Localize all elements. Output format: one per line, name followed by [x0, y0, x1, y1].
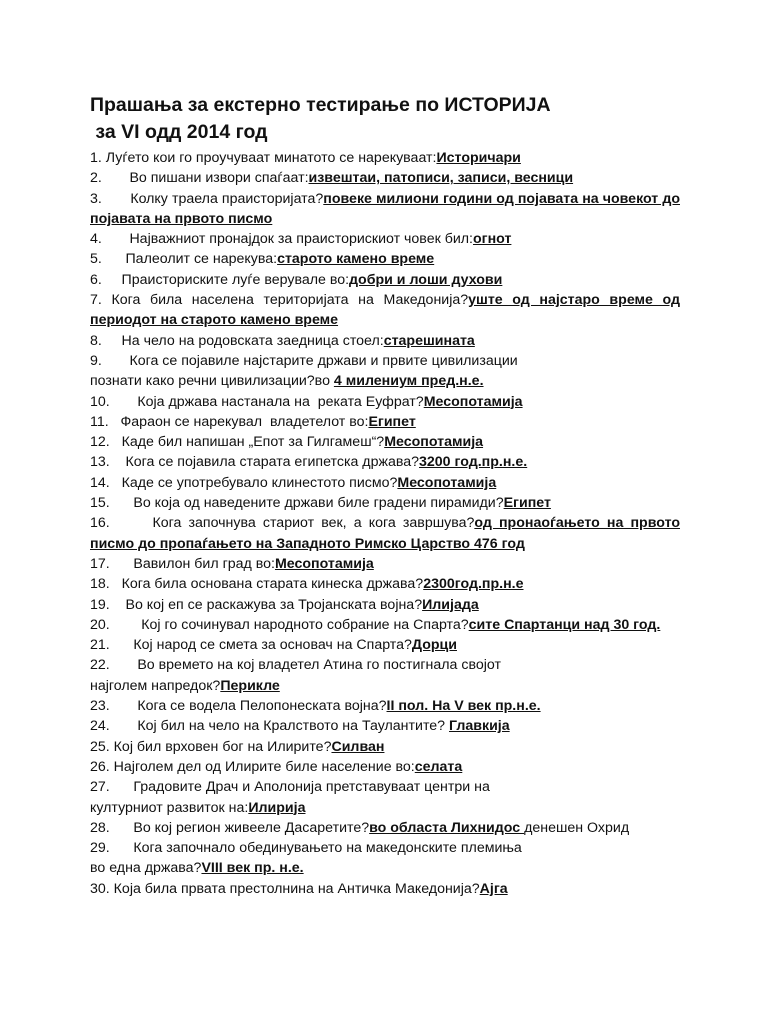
answer: Дорци — [411, 637, 457, 654]
question-item-16: 16. Кога започнува стариот век, а кога завршува?од пронаоѓањето на првото писмо до пропаѓањето на Западното Римско Царство 476 год — [90, 515, 680, 552]
question-item-18: 18. Кога била основана старата кинеска држава?2300год.пр.н.е — [90, 576, 524, 593]
answer: во областа Лихнидос — [369, 819, 525, 836]
question-item-3: 3. Колку траела праисторијата?повеке милиони години од појавата на човекот до појавата на првото писмо — [90, 190, 680, 227]
answer: старешината — [383, 332, 475, 349]
question-item-7: 7. Кога била населена територијата на Македонија?уште од најстаро време од периодот на старото камено време — [90, 292, 680, 329]
answer: огнот — [473, 231, 512, 248]
answer: од пронаоѓањето на првото писмо до пропаѓањето на Западното Римско Царство 476 год — [90, 515, 680, 552]
document-page — [90, 92, 680, 899]
question-list — [90, 148, 680, 899]
question-item-28: 28. Во кој регион живееле Дасаретите?во областа Лихнидос денешен Охрид — [90, 819, 630, 836]
answer: повеке милиони години од појавата на човекот до појавата на првото писмо — [90, 190, 680, 227]
question-item-30: 30. Која била првата престолнина на Античка Македонија?Ајга — [90, 880, 508, 897]
answer: Египет — [368, 413, 416, 430]
question-item-15: 15. Во која од наведените држави биле градени пирамиди?Египет — [90, 495, 551, 512]
page-title-line-1: Прашања за екстерно тестирање по ИСТОРИЈА — [90, 94, 551, 116]
answer: Ајга — [479, 880, 508, 897]
answer: Месопотамија — [397, 474, 497, 491]
question-item-25: 25. Кој бил врховен бог на Илирите?Силван — [90, 738, 385, 755]
answer: старото камено време — [277, 251, 435, 268]
question-item-9: 9. Кога се појавиле најстарите држави и првите цивилизации познати како речни цивилизации?во 4 милениум пред.н.е. — [90, 352, 518, 390]
answer: Историчари — [436, 150, 521, 166]
question-item-27: 27. Градовите Драч и Аполонија претставуваат центри на културниот развиток на:Илирија — [90, 779, 490, 816]
question-item-8: 8. На чело на родовската заедница стоел:старешината — [90, 332, 475, 349]
question-item-11: 11. Фараон се нарекувал владетелот во:Египет — [90, 413, 416, 430]
question-item-26: 26. Најголем дел од Илирите биле население во:селата — [90, 758, 463, 775]
question-item-12: 12. Каде бил напишан „Епот за Гилгамеш“?Месопотамија — [90, 434, 484, 451]
question-item-14: 14. Каде се употребувало клинестото писмо?Месопотамија — [90, 474, 497, 491]
answer: Илирија — [248, 799, 306, 816]
question-item-21: 21. Кој народ се смета за основач на Спарта?Дорци — [90, 637, 457, 654]
answer: Египет — [503, 495, 551, 512]
answer: извештаи, патописи, записи, весници — [308, 170, 574, 187]
answer: уште од најстаро време од периодот на старото камено време — [90, 292, 680, 329]
question-item-2: 2. Во пишани извори спаѓаат:извештаи, патописи, записи, весници — [90, 170, 574, 187]
answer: сите Спартанци над 30 год. — [468, 616, 661, 633]
answer: Силван — [331, 738, 385, 755]
answer: Месопотамија — [384, 434, 484, 451]
question-item-10: 10. Која држава настанала на реката Еуфрат?Месопотамија — [90, 393, 523, 410]
answer: 3200 год.пр.н.е. — [419, 454, 528, 471]
question-item-23: 23. Кога се водела Пелопонеската војна?II пол. На V век пр.н.е. — [90, 698, 541, 715]
answer: добри и лоши духови — [349, 271, 503, 288]
question-item-17: 17. Вавилон бил град во:Месопотамија — [90, 555, 374, 572]
page-title-line-2: за VI одд 2014 год — [90, 121, 268, 143]
question-item-22: 22. Во времето на кој владетел Атина го постигнала својот најголем напредок?Перикле — [90, 657, 501, 694]
answer: Месопотамија — [274, 555, 374, 572]
question-item-5: 5. Палеолит се нарекува:старото камено време — [90, 251, 435, 268]
answer: VIII век пр. н.е. — [201, 860, 304, 877]
answer: Главкија — [449, 718, 510, 735]
question-item-19: 19. Во кој еп се раскажува за Тројанската војна?Илијада — [90, 596, 479, 613]
question-item-13: 13. Кога се појавила старата египетска држава?3200 год.пр.н.е. — [90, 454, 528, 471]
answer: селата — [414, 758, 463, 775]
question-item-4: 4. Најважниот пронајдок за праисторискиот човек бил:огнот — [90, 231, 512, 248]
answer: Месопотамија — [423, 393, 523, 410]
answer: II пол. На V век пр.н.е. — [386, 698, 541, 715]
answer: 2300год.пр.н.е — [423, 576, 524, 593]
answer: 4 милениум пред.н.е. — [333, 373, 484, 390]
question-item-1: 1. Луѓето кои го проучуваат минатото се нарекуваат:Историчари — [90, 150, 521, 166]
answer: Илијада — [422, 596, 479, 613]
question-item-20: 20. Кој го сочинувал народното собрание на Спарта?сите Спартанци над 30 год. — [90, 616, 661, 633]
question-item-24: 24. Кој бил на чело на Кралството на Таулантите? Главкија — [90, 718, 510, 735]
question-item-6: 6. Праисториските луѓе верувале во:добри и лоши духови — [90, 271, 503, 288]
answer: Перикле — [220, 677, 280, 694]
question-item-29: 29. Кога започнало обединувањето на македонските племиња во една држава?VIII век пр. н.е. — [90, 840, 522, 877]
